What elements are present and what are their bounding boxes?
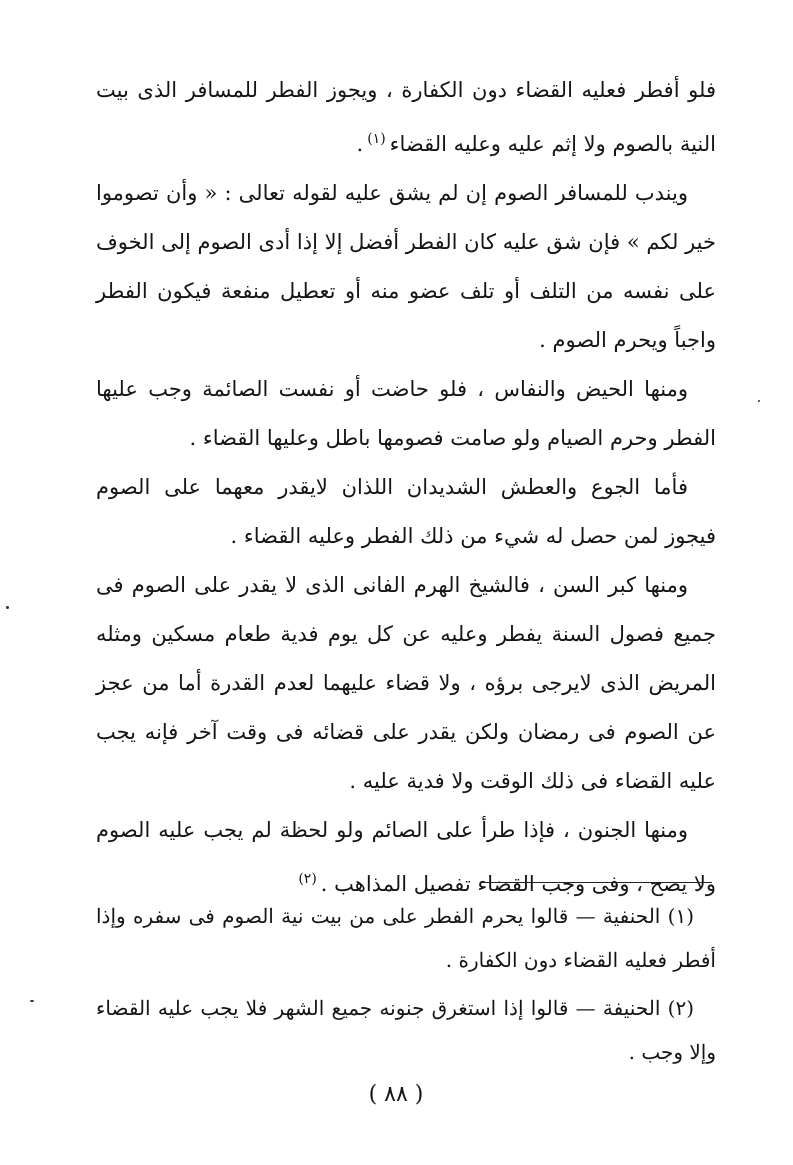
footnote-2: (٢) الحنيفة — قالوا إذا استغرق جنونه جميع الشهر فلا يجب عليه القضاء وإلا وجب . <box>96 996 716 1064</box>
paragraph-4: فأما الجوع والعطش الشديدان اللذان لايقدر معهما على الصوم فيجوز لمن حصل له شيء من ذلك الفطر وعليه القضاء . <box>96 475 716 548</box>
scan-speck <box>758 400 760 402</box>
paragraph-5: ومنها كبر السن ، فالشيخ الهرم الفانى الذى لا يقدر على الصوم فى جميع فصول السنة يفطر وعليه عن كل يوم فدية طعام مسكين ومثله المريض الذى لايرجى برؤه ، ولا قضاء عليهما لعدم القدرة أما من عجز عن الصوم فى رمضان ولكن يقدر على قضائه فى وقت آخر فإنه يجب عليه القضاء فى ذلك الوقت ولا فدية عليه . <box>96 573 716 793</box>
footnotes <box>96 894 716 1078</box>
paragraph-3: ومنها الحيض والنفاس ، فلو حاضت أو نفست الصائمة وجب عليها الفطر وحرم الصيام ولو صامت فصومها باطل وعليها القضاء . <box>96 377 716 450</box>
scan-speck <box>30 1000 34 1002</box>
scan-speck <box>6 606 9 609</box>
paragraph-1 <box>96 66 716 169</box>
main-text <box>96 66 716 909</box>
footnote-ref-1: (١) <box>367 131 386 147</box>
footnote-separator <box>480 882 712 883</box>
paragraph-2: ويندب للمسافر الصوم إن لم يشق عليه لقوله تعالى : « وأن تصوموا خير لكم » فإن شق عليه كان الفطر أفضل إلا إذا أدى الصوم إلى الخوف على نفسه من التلف أو تلف عضو منه أو تعطيل منفعة فيكون الفطر واجباً ويحرم الصوم . <box>96 181 716 352</box>
page-number: ( ٨٨ ) <box>368 1082 424 1107</box>
paragraph-1-end: . <box>356 132 364 156</box>
paragraph-6-text: ومنها الجنون ، فإذا طرأ على الصائم ولو لحظة لم يجب عليه الصوم ولا يصح ، وفى وجب القضاء تفصيل المذاهب . <box>96 818 716 896</box>
footnote-1: (١) الحنفية — قالوا يحرم الفطر على من بيت نية الصوم فى سفره وإذا أفطر فعليه القضاء دون الكفارة . <box>96 904 716 972</box>
footnote-ref-2: (٢) <box>298 871 317 887</box>
paragraph-1-text: فلو أفطر فعليه القضاء دون الكفارة ، ويجوز الفطر للمسافر الذى بيت النية بالصوم ولا إثم عليه وعليه القضاء <box>96 78 716 156</box>
